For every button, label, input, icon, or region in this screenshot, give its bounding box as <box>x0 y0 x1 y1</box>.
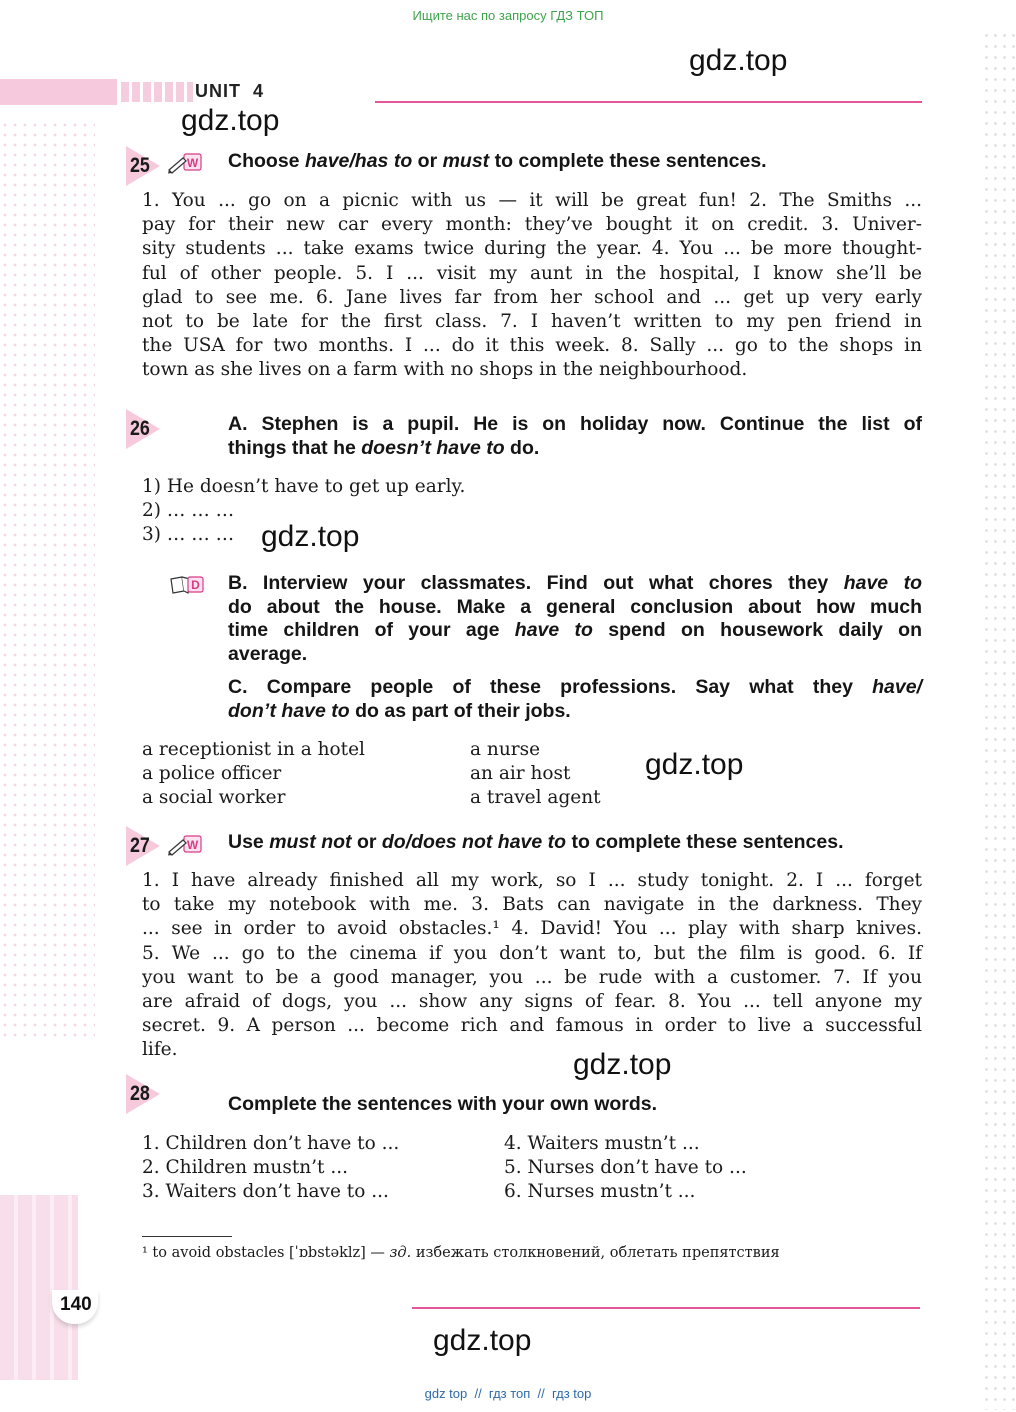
text-line: ful of other people. 5. I ... visit my aunt in the hospital, I know she’ll be <box>142 262 922 284</box>
text-line: 5. We ... go to the cinema if you don’t want to, but the film is good. 6. If <box>142 942 922 964</box>
pen-workbook-icon <box>167 152 203 174</box>
gdz-watermark: gdz.top <box>433 1324 532 1357</box>
page-number: 140 <box>60 1294 92 1315</box>
heading-text: or <box>412 150 443 172</box>
text-line: secret. 9. A person ... become rich and famous in order to live a successful <box>142 1015 922 1037</box>
gdz-watermark: gdz.top <box>645 748 744 781</box>
list-item: 5. Nurses don’t have to ... <box>504 1157 747 1179</box>
svg-text:D: D <box>191 578 200 592</box>
text-line: 1. You ... go on a picnic with us — it will be great fun! 2. The Smiths ... <box>142 190 922 211</box>
text-line: 1. I have already finished all my work, so I ... study tonight. 2. I ... forget <box>142 870 922 891</box>
exercise-27-badge <box>126 826 166 866</box>
left-decoration <box>0 120 95 1040</box>
header-rule <box>375 101 922 103</box>
heading-emphasis: don’t have to <box>228 699 350 722</box>
unit-pink-bar <box>0 79 117 105</box>
profession-item: a nurse <box>470 739 541 760</box>
exercise-28-column-1 <box>142 1132 399 1205</box>
footer-links: gdz top // гдз топ // гдз top <box>424 1386 592 1401</box>
heading-emphasis: have to <box>514 619 593 641</box>
professions-column-2 <box>470 738 601 811</box>
text-line: not to be late for the first class. 7. I haven’t written to my pen friend in <box>142 311 922 333</box>
left-decoration-bottom <box>0 1195 78 1380</box>
heading-emphasis: have to <box>843 572 922 594</box>
book-dialogue-icon <box>168 574 204 596</box>
footnote-text: to avoid obstacles [ˈɒbstəklz] — <box>147 1245 390 1261</box>
text-line: life. <box>142 1039 178 1061</box>
list-item: 3) … … … <box>142 524 235 546</box>
text-line: town as she lives on a farm with no shops in the neighbourhood. <box>142 359 748 381</box>
footnote-abbr: зд. <box>389 1245 412 1261</box>
heading-line: average. <box>228 642 308 665</box>
exercise-28-badge <box>126 1074 166 1114</box>
list-item: 6. Nurses mustn’t ... <box>504 1181 696 1203</box>
heading-line <box>228 676 922 700</box>
heading-emphasis: have/ <box>872 676 922 698</box>
svg-text:W: W <box>186 156 199 170</box>
profession-item: an air host <box>470 763 571 785</box>
heading-text: C. Compare people of these professions. Say what they <box>228 676 873 698</box>
unit-label: UNIT 4 <box>195 81 265 101</box>
list-item: 4. Waiters mustn’t ... <box>504 1133 700 1154</box>
heading-text: spend on housework daily on <box>592 619 922 641</box>
professions-column-1 <box>142 738 365 811</box>
exercise-26-c-heading <box>228 676 922 723</box>
text-line: pay for their new car every month: they’ve bought it on credit. 3. Univer- <box>142 214 922 236</box>
pen-workbook-icon <box>167 834 203 856</box>
exercise-25-badge <box>126 146 166 186</box>
heading-emphasis: must <box>442 150 490 172</box>
exercise-28-heading: Complete the sentences with your own words. <box>228 1093 658 1115</box>
heading-line: A. Stephen is a pupil. He is on holiday now. Continue the list of <box>228 413 922 435</box>
list-item: 2. Children mustn’t ... <box>142 1157 349 1179</box>
svg-text:W: W <box>186 838 199 852</box>
heading-text: to complete these sentences. <box>566 831 844 853</box>
heading-text: things that he <box>228 436 362 459</box>
heading-text: do. <box>504 436 540 459</box>
profession-item: a travel agent <box>470 787 601 809</box>
heading-emphasis: must not <box>269 831 352 853</box>
right-decoration <box>982 30 1016 1410</box>
text-line: sity students ... take exams twice during the year. 4. You ... be more thought- <box>142 238 922 260</box>
exercise-27-number: 27 <box>130 834 150 857</box>
heading-text: time children of your age <box>228 619 515 641</box>
heading-text: or <box>351 831 382 853</box>
exercise-25-heading <box>228 150 767 174</box>
list-item: 1. Children don’t have to ... <box>142 1133 400 1154</box>
list-item: 3. Waiters don’t have to ... <box>142 1181 389 1203</box>
exercise-27-heading <box>228 831 844 855</box>
exercise-25-number: 25 <box>130 154 150 177</box>
profession-item: a social worker <box>142 787 286 809</box>
heading-line <box>228 619 922 643</box>
exercise-27-body <box>142 869 922 1063</box>
heading-line <box>228 572 922 596</box>
top-watermark: Ищите нас по запросу ГДЗ ТОП <box>412 8 604 23</box>
text-line: are afraid of dogs, you ... show any signs of fear. 8. You ... tell anyone my <box>142 991 922 1013</box>
heading-text: B. Interview your classmates. Find out what chores they <box>228 572 844 594</box>
text-line: to take my notebook with me. 3. Bats can navigate in the darkness. They <box>142 894 922 916</box>
list-item: 2) … … … <box>142 500 235 522</box>
exercise-28-number: 28 <box>130 1082 150 1105</box>
gdz-watermark: gdz.top <box>261 520 360 553</box>
heading-line <box>228 700 922 724</box>
gdz-watermark: gdz.top <box>181 104 280 137</box>
heading-emphasis: doesn’t have to <box>361 436 505 459</box>
heading-text: do as part of their jobs. <box>349 699 571 722</box>
text-line: glad to see me. 6. Jane lives far from her school and ... get up very early <box>142 286 922 308</box>
list-item: 1) He doesn’t have to get up early. <box>142 476 466 497</box>
profession-item: a police officer <box>142 763 282 785</box>
exercise-26-b-heading <box>228 572 922 666</box>
heading-line: do about the house. Make a general conclusion about how much <box>228 595 922 618</box>
footer-rule <box>412 1307 920 1309</box>
profession-item: a receptionist in a hotel <box>142 739 365 760</box>
unit-pink-dashes <box>121 82 193 102</box>
heading-line <box>228 437 922 461</box>
exercise-26-a-heading <box>228 413 922 460</box>
gdz-watermark: gdz.top <box>689 44 788 77</box>
footnote-mark: ¹ <box>142 1245 148 1261</box>
heading-emphasis: do/does not have to <box>381 831 567 853</box>
text-line: you want to be a good manager, you ... be rude with a customer. 7. If you <box>142 966 922 988</box>
heading-text: Use <box>228 831 270 853</box>
heading-text: Choose <box>228 150 305 172</box>
heading-text: to complete these sentences. <box>489 150 767 172</box>
exercise-28-column-2 <box>504 1132 747 1205</box>
exercise-26-badge <box>126 409 166 449</box>
heading-emphasis: have/has to <box>304 150 413 172</box>
gdz-watermark: gdz.top <box>573 1048 672 1081</box>
exercise-26-number: 26 <box>130 417 150 440</box>
text-line: the USA for two months. I ... do it this week. 8. Sally ... go to the shops in <box>142 335 922 357</box>
text-line: ... see in order to avoid obstacles.¹ 4. David! You ... play with sharp knives. <box>142 918 922 940</box>
footnote <box>142 1245 780 1261</box>
footnote-translation: избежать столкновений, облетать препятствия <box>411 1245 780 1261</box>
exercise-25-body <box>142 189 922 383</box>
footnote-rule <box>142 1236 232 1237</box>
